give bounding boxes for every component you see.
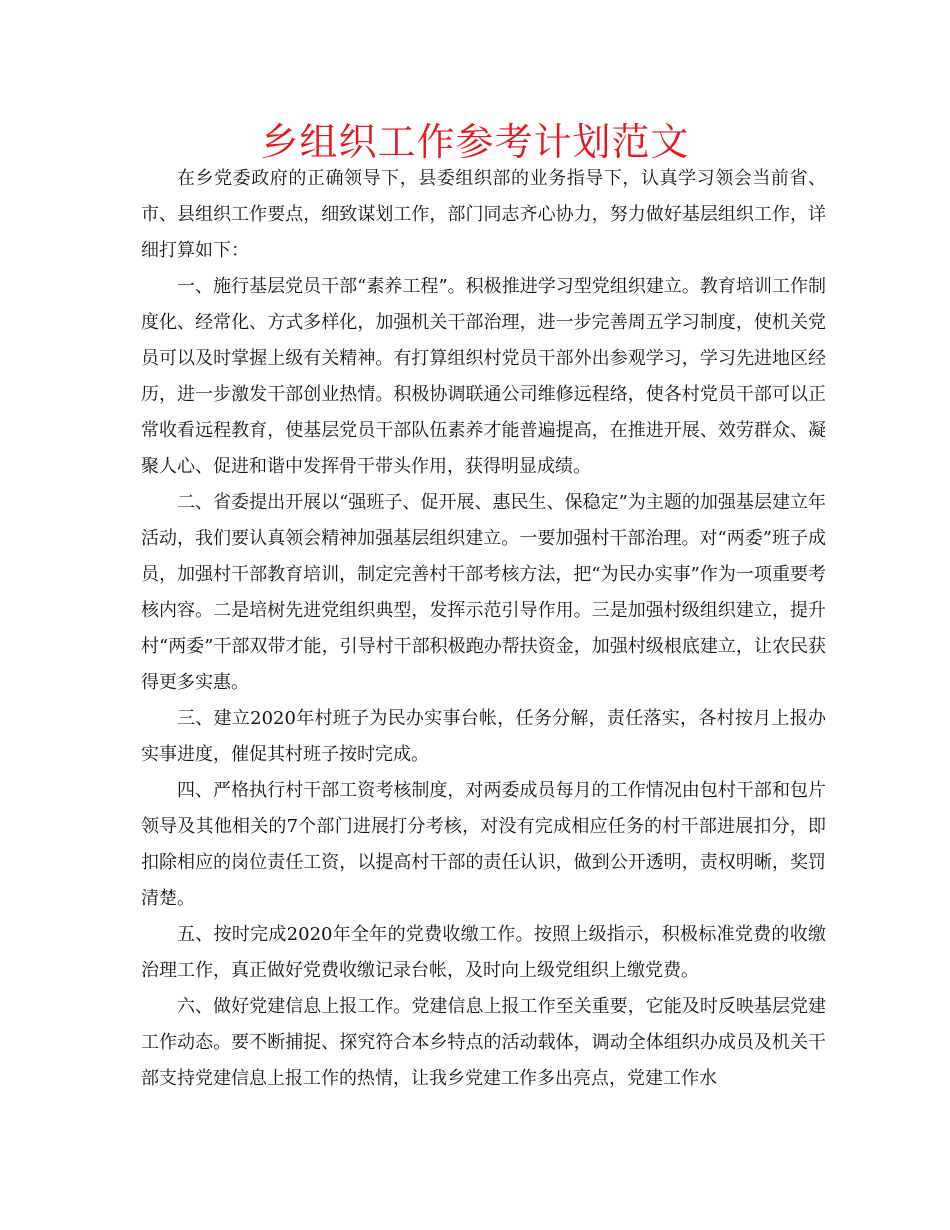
document-title: 乡组织工作参考计划范文 xyxy=(260,120,690,164)
paragraph-item-6: 六、做好党建信息上报工作。党建信息上报工作至关重要，它能及时反映基层党建工作动态。要不断捕捉、探究符合本乡特点的活动载体，调动全体组织办成员及机关干部支持党建信息上报工作的热情，让我乡党建工作多出亮点，党建工作水 xyxy=(141,996,826,1089)
paragraph-item-4: 四、严格执行村干部工资考核制度，对两委成员每月的工作情况由包村干部和包片领导及其他相关的7个部门进展打分考核，对没有完成相应任务的村干部进展扣分，即扣除相应的岗位责任工资，以提高村干部的责任认识，做到公开透明，责权明晰，奖罚清楚。 xyxy=(141,780,826,909)
document-body xyxy=(141,161,826,1097)
paragraph-item-2: 二、省委提出开展以“强班子、促开展、惠民生、保稳定”为主题的加强基层建立年活动，我们要认真领会精神加强基层组织建立。一要加强村干部治理。对“两委”班子成员，加强村干部教育培训，制定完善村干部考核方法，把“为民办实事”作为一项重要考核内容。二是培树先进党组织典型，发挥示范引导作用。三是加强村级组织建立，提升村“两委”干部双带才能，引导村干部积极跑办帮扶资金，加强村级根底建立，让农民获得更多实惠。 xyxy=(141,492,826,693)
paragraph-item-1: 一、施行基层党员干部“素养工程”。积极推进学习型党组织建立。教育培训工作制度化、经常化、方式多样化，加强机关干部治理，进一步完善周五学习制度，使机关党员可以及时掌握上级有关精神。有打算组织村党员干部外出参观学习，学习先进地区经历，进一步激发干部创业热情。积极协调联通公司维修远程络，使各村党员干部可以正常收看远程教育，使基层党员干部队伍素养才能普遍提高，在推进开展、效劳群众、凝聚人心、促进和谐中发挥骨干带头作用，获得明显成绩。 xyxy=(141,276,826,477)
paragraph-item-3: 三、建立2020年村班子为民办实事台帐，任务分解，责任落实，各村按月上报办实事进度，催促其村班子按时完成。 xyxy=(141,708,826,765)
paragraph-item-5: 五、按时完成2020年全年的党费收缴工作。按照上级指示，积极标准党费的收缴治理工作，真正做好党费收缴记录台帐，及时向上级党组织上缴党费。 xyxy=(141,924,826,981)
paragraph-intro: 在乡党委政府的正确领导下，县委组织部的业务指导下，认真学习领会当前省、市、县组织工作要点，细致谋划工作，部门同志齐心协力，努力做好基层组织工作，详细打算如下： xyxy=(141,168,826,261)
